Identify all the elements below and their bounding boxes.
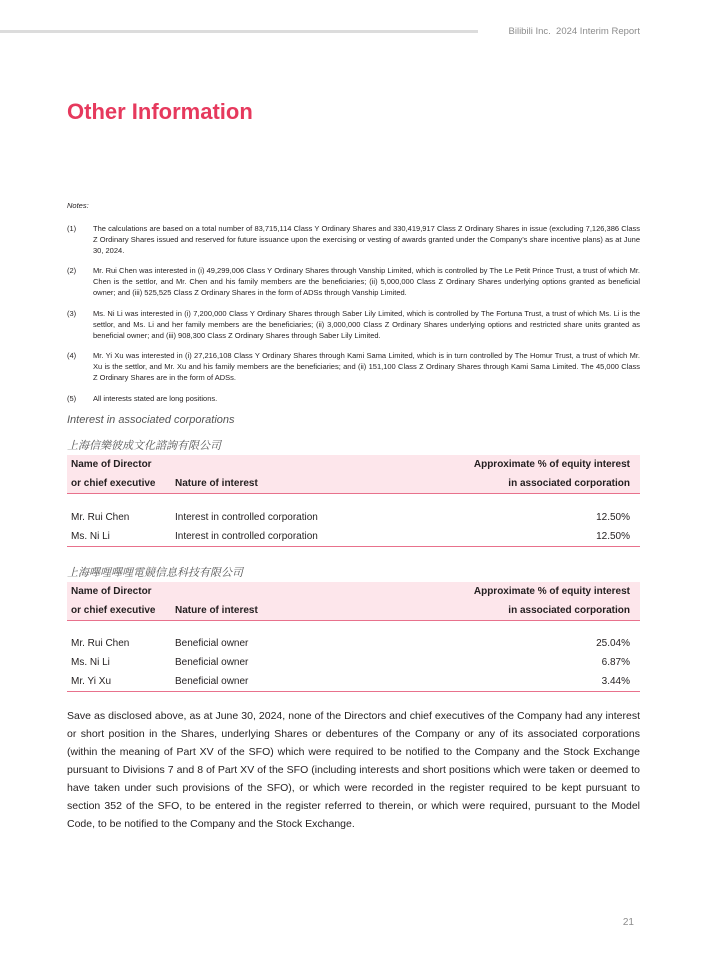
table-body: [67, 621, 640, 692]
header-percentage: in associated corporation: [508, 604, 630, 616]
note-item: [67, 223, 640, 256]
page-content: [67, 200, 640, 843]
note-item: [67, 265, 640, 298]
header-nature: Nature of interest: [175, 604, 258, 616]
note-number: (2): [67, 266, 77, 275]
note-number: (1): [67, 223, 77, 233]
header-percentage: in associated corporation: [508, 478, 630, 489]
note-number: (4): [67, 351, 77, 360]
header-name: Name of Director: [71, 585, 152, 597]
company-heading: 上海信樂彼成文化諮詢有限公司: [67, 440, 221, 452]
note-number: (3): [67, 308, 77, 318]
header-name: or chief executive: [71, 604, 156, 616]
equity-interest-table: [67, 455, 640, 547]
header-percentage: Approximate % of equity interest: [473, 585, 630, 597]
note-text: The calculations are based on a total number of 83,715,114 Class Y Ordinary Shares and 330,419,917 Class Z Ordinary Shares in issue (excluding 7,126,386 Class Z Ordinary Shares issued and reserved for future issuance upon the exercising or vesting of awards granted under the Company’s share incentive plans) as at June 30, 2024.: [93, 223, 640, 255]
nature-of-interest: Interest in controlled corporation: [175, 511, 318, 523]
note-number: (5): [67, 393, 77, 403]
company-heading: 上海嗶哩嗶哩電競信息科技有限公司: [67, 566, 243, 579]
director-name: Mr. Rui Chen: [71, 638, 130, 649]
table-header-row: [67, 455, 640, 474]
section-heading: Interest in associated corporations: [67, 414, 235, 426]
header-percentage: Approximate % of equity interest: [473, 459, 630, 470]
header-spacer: [175, 455, 474, 474]
header-name: Name of Director: [71, 459, 152, 470]
report-running-title: Bilibili Inc. 2024 Interim Report: [508, 26, 640, 37]
table-header-row: [67, 474, 640, 493]
header-nature: Nature of interest: [175, 478, 258, 489]
note-text: Mr. Rui Chen was interested in (i) 49,299,006 Class Y Ordinary Shares through Vanship Limited, which is controlled by The Le Petit Prince Trust, a trust of which Mr. Chen is the settlor, and Mr. Chen and his family members are the beneficiaries; (ii) 5,000,000 Class Z Ordinary Shares underlying options granted as beneficial owner; and (iii) 525,525 Class Z Ordinary Shares in the form of ADSs through Vanship Limited.: [93, 266, 640, 297]
note-text: All interests stated are long positions.: [93, 393, 218, 403]
note-item: [67, 350, 640, 383]
equity-percentage: 25.04%: [596, 638, 630, 649]
header-spacer: [175, 582, 474, 601]
note-text: Mr. Yi Xu was interested in (i) 27,216,108 Class Y Ordinary Shares through Kami Sama Limited, which is in turn controlled by The Homur Trust, a trust of which Mr. Xu is the settlor, and Mr. Xu and his family members are the beneficiaries; and (ii) 151,100 Class Z Ordinary Shares through Kami Sama Limited. The 45,000 Class Z Ordinary Shares are in the form of ADSs.: [93, 351, 640, 382]
notes-label: Notes:: [67, 201, 89, 210]
table-row: [67, 634, 640, 653]
table-row: [67, 672, 640, 691]
note-item: [67, 393, 640, 404]
table-body: [67, 494, 640, 546]
nature-of-interest: Beneficial owner: [175, 657, 249, 668]
note-text: Ms. Ni Li was interested in (i) 7,200,000 Class Y Ordinary Shares through Saber Lily Limited, which is controlled by The Fortuna Trust, a trust of which Ms. Li is the settlor, and Ms. Li and her family members are the beneficiaries; (ii) 3,000,000 Class Z Ordinary Shares underlying options and restricted share units granted as beneficial owner; and (iii) 908,300 Class Z Ordinary Shares through Saber Lily Limited.: [93, 308, 640, 340]
nature-of-interest: Beneficial owner: [175, 638, 249, 649]
director-name: Ms. Ni Li: [71, 657, 110, 668]
equity-percentage: 12.50%: [596, 511, 630, 523]
closing-paragraph: Save as disclosed above, as at June 30, 2024, none of the Directors and chief executives of the Company had any interest or short position in the Shares, underlying Shares or debentures of the Company or any of its associated corporations (within the meaning of Part XV of the SFO) which were required to be notified to the Company and the Stock Exchange pursuant to Divisions 7 and 8 of Part XV of the SFO (including interests and short positions which were taken or deemed to have taken under such provisions of the SFO), or which were recorded in the register required to be kept pursuant to section 352 of the SFO, to be entered in the register referred to therein, or which were required, pursuant to the Model Code, to be notified to the Company and the Stock Exchange.: [67, 709, 640, 830]
header-name: or chief executive: [71, 478, 156, 489]
header-divider: [0, 30, 478, 33]
nature-of-interest: Beneficial owner: [175, 676, 249, 687]
table-header-row: [67, 601, 640, 620]
equity-percentage: 3.44%: [601, 676, 630, 687]
equity-interest-table: [67, 582, 640, 693]
page-title: Other Information: [67, 99, 253, 124]
equity-percentage: 6.87%: [601, 657, 630, 668]
table-header: [67, 582, 640, 621]
director-name: Mr. Yi Xu: [71, 676, 112, 687]
note-item: [67, 308, 640, 341]
director-name: Ms. Ni Li: [71, 530, 110, 542]
nature-of-interest: Interest in controlled corporation: [175, 530, 318, 542]
table-header-row: [67, 582, 640, 601]
table-row: [67, 508, 640, 527]
table-row: [67, 527, 640, 546]
table-header: [67, 455, 640, 494]
director-name: Mr. Rui Chen: [71, 511, 130, 523]
table-row: [67, 653, 640, 672]
equity-percentage: 12.50%: [596, 530, 630, 542]
page-number: 21: [622, 917, 634, 928]
